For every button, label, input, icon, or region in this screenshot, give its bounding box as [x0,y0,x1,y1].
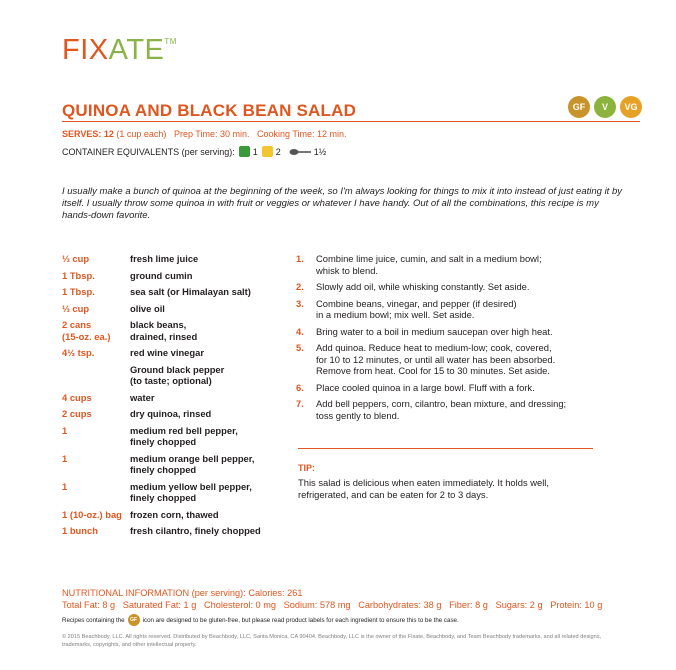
tip-divider [298,448,593,449]
step-number: 1. [296,253,304,264]
ingredient-amount: 4½ tsp. [62,347,95,358]
prep-time: Prep Time: 30 min. [173,129,250,139]
ingredient-row [62,364,292,387]
ingredient-amount: 1 Tbsp. [62,286,95,297]
ingredient-row [62,525,292,537]
tip-label: TIP: [298,463,315,473]
ingredient-row [62,253,292,265]
direction-step [296,281,596,293]
step-number: 5. [296,342,304,353]
step-text: Combine lime juice, cumin, and salt in a medium bowl; whisk to blend. [316,253,542,276]
yellow-container-icon [262,146,273,157]
ingredient-amount: 1 (10-oz.) bag [62,508,122,520]
step-number: 2. [296,281,304,292]
green-container-icon [239,146,250,157]
copyright-notice: © 2015 Beachbody, LLC. All rights reserved. Distributed by Beachbody, LLC, Santa Monica, CA 90404. Beachbody, LLC is the owner of the Fixate, Beachbody, and Team Beachbody trademarks, and all related designs, trademarks, copyrights, and other intellectual property. [62,634,602,648]
ingredient-amount: 1 [62,424,68,436]
teaspoon-icon [289,148,311,156]
gluten-free-note [62,614,459,626]
ingredient-amount: 1 bunch [62,525,98,536]
ingredient-list [62,253,292,542]
ingredient-row [62,392,292,404]
green-count: 1 [252,146,258,157]
ingredient-amount: 1 Tbsp. [62,269,95,281]
ingredient-item: black beans, drained, rinsed [130,319,198,342]
step-number: 3. [296,297,304,309]
ingredient-item: fresh cilantro, finely chopped [130,525,261,536]
direction-step [296,398,596,421]
direction-step [296,382,596,394]
ingredient-row [62,319,292,342]
serving-info [62,129,347,139]
ingredient-row [62,481,292,504]
ingredient-amount: 1 [62,480,68,492]
ingredient-item: Ground black pepper (to taste; optional) [130,363,225,386]
step-number: 4. [296,325,304,337]
gf-note-suffix: icon are designed to be gluten-free, but please read product labels for each ingredient to ensure this to be the case. [142,616,459,624]
ingredient-item: sea salt (or Himalayan salt) [130,286,251,297]
step-text: Bring water to a boil in medium saucepan over high heat. [316,325,553,337]
ingredient-item: medium orange bell pepper, finely chopped [130,452,255,475]
direction-step [296,298,596,321]
step-text: Add bell peppers, corn, cilantro, bean mixture, and dressing; toss gently to blend. [316,398,567,421]
recipe-intro: I usually make a bunch of quinoa at the beginning of the week, so I'm always looking for things to mix it into instead of just eating it by itself. I usually throw some quinoa in with fruit or veggies or whatever I have handy. Out of all the combinations, this recipe is my hands-down favorite. [62,186,622,221]
gf-note-prefix: Recipes containing the [62,616,125,624]
direction-step [296,326,596,338]
cook-time: Cooking Time: 12 min. [256,129,347,139]
ingredient-row [62,425,292,448]
ingredient-row [62,453,292,476]
ingredient-amount [62,364,130,387]
direction-step [296,342,596,377]
ingredient-item: ground cumin [130,269,193,281]
nutrition-facts: Total Fat: 8 g Saturated Fat: 1 g Cholesterol: 0 mg Sodium: 578 mg Carbohydrates: 38 g Fiber: 8 g Sugars: 2 g Protein: 10 g [62,600,603,610]
step-text: Slowly add oil, while whisking constantly. Set aside. [316,281,530,292]
ingredient-amount: 1 [62,452,68,464]
ingredient-item: fresh lime juice [130,253,199,264]
ingredient-row [62,270,292,282]
containers-label: CONTAINER EQUIVALENTS (per serving): [62,146,235,157]
ingredient-row [62,347,292,359]
directions-list [296,253,596,426]
container-equivalents [62,146,326,157]
teaspoon-count: 1½ [313,146,327,157]
title-divider [62,121,640,122]
ingredient-item: medium yellow bell pepper, finely chopped [130,480,252,503]
ingredient-amount: 4 cups [62,391,92,403]
vegetarian-badge-icon: V [594,96,616,118]
ingredient-amount: ⅓ cup [62,253,90,264]
gluten-free-mini-icon: GF [128,614,140,626]
ingredient-item: red wine vinegar [130,347,204,358]
diet-badges [568,96,642,118]
ingredient-item: dry quinoa, rinsed [130,408,212,419]
serves-detail: (1 cup each) [116,129,167,139]
ingredient-row [62,286,292,298]
ingredient-item: frozen corn, thawed [130,508,219,520]
vegan-badge-icon: VG [620,96,642,118]
step-number: 6. [296,381,304,393]
gluten-free-badge-icon: GF [568,96,590,118]
step-text: Place cooled quinoa in a large bowl. Fluff with a fork. [316,381,535,393]
ingredient-row [62,303,292,315]
yellow-count: 2 [275,146,281,157]
fixate-logo: FIXATE™ [62,34,177,66]
ingredient-item: olive oil [130,302,165,314]
direction-step [296,253,596,276]
serves-label: SERVES: 12 [62,129,114,139]
step-number: 7. [296,398,304,409]
ingredient-row [62,408,292,420]
ingredient-row [62,509,292,521]
ingredient-amount: 2 cans (15-oz. ea.) [62,319,111,342]
ingredient-amount: 2 cups [62,408,92,419]
nutrition-title: NUTRITIONAL INFORMATION (per serving): Calories: 261 [62,588,303,598]
tip-text: This salad is delicious when eaten immediately. It holds well, refrigerated, and can be eaten for 2 to 3 days. [298,477,549,500]
ingredient-amount: ⅓ cup [62,302,90,314]
recipe-title: QUINOA AND BLACK BEAN SALAD [62,101,357,120]
ingredient-item: medium red bell pepper, finely chopped [130,424,238,447]
step-text: Add quinoa. Reduce heat to medium-low; cook, covered, for 10 to 12 minutes, or until all water has been absorbed. Remove from heat. Cool for 15 to 30 minutes. Set aside. [316,342,556,376]
ingredient-item: water [130,391,155,403]
step-text: Combine beans, vinegar, and pepper (if desired) in a medium bowl; mix well. Set aside. [316,297,517,320]
